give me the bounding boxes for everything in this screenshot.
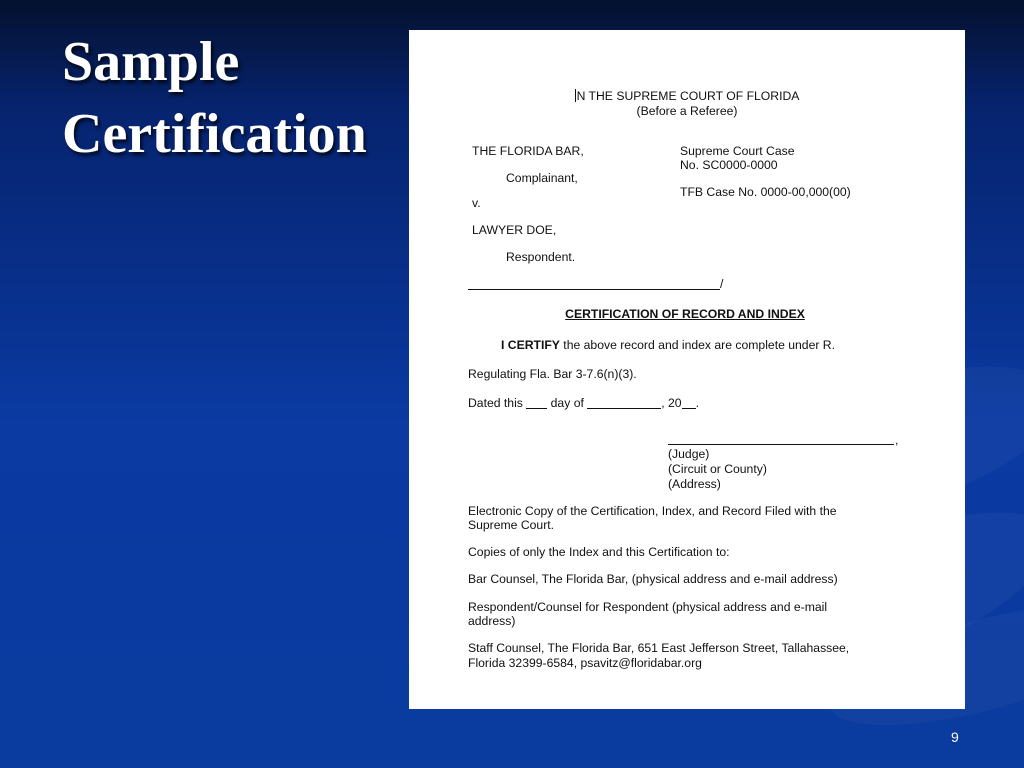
respondent-counsel-line2: address) [468, 614, 516, 628]
caption-underline [468, 289, 720, 290]
year-blank [682, 408, 696, 409]
dated-line [468, 396, 699, 411]
certification-document [409, 30, 965, 709]
respondent-role: Respondent. [506, 250, 576, 264]
slide-title-line: Certification [62, 103, 367, 165]
judge-label: (Judge) [668, 447, 710, 461]
judge-circuit: (Circuit or County) [668, 462, 767, 476]
electronic-copy-line2: Supreme Court. [468, 518, 555, 532]
dated-end: . [695, 396, 699, 410]
complainant-role: Complainant, [506, 171, 578, 185]
judge-signature-comma: , [895, 433, 899, 447]
bar-counsel: Bar Counsel, The Florida Bar, (physical address and e-mail address) [468, 572, 838, 586]
document-heading: CERTIFICATION OF RECORD AND INDEX [565, 307, 805, 321]
dated-day-suffix: day of [547, 396, 588, 410]
copies-to: Copies of only the Index and this Certification to: [468, 545, 730, 559]
staff-counsel-line1: Staff Counsel, The Florida Bar, 651 East Jefferson Street, Tallahassee, [468, 641, 850, 655]
day-blank [526, 408, 547, 409]
slide-title [62, 26, 367, 170]
caption-slash: / [720, 277, 724, 291]
judge-address: (Address) [668, 477, 721, 491]
certify-bold: I CERTIFY [501, 338, 560, 352]
dated-prefix: Dated this [468, 396, 527, 410]
staff-counsel-line2: Florida 32399-6584, psavitz@floridabar.org [468, 656, 702, 670]
case-number: No. SC0000-0000 [680, 158, 778, 172]
slide-title-line: Sample [62, 31, 240, 93]
month-blank [587, 408, 661, 409]
respondent-counsel-line1: Respondent/Counsel for Respondent (physical address and e-mail [468, 600, 828, 614]
certify-text: the above record and index are complete under R. [559, 338, 835, 352]
court-caption-text: N THE SUPREME COURT OF FLORIDA [576, 89, 800, 103]
electronic-copy-line1: Electronic Copy of the Certification, Index, and Record Filed with the [468, 504, 837, 518]
text-cursor [575, 89, 576, 102]
party-respondent: LAWYER DOE, [472, 223, 557, 237]
dated-year-prefix: , 20 [661, 396, 682, 410]
certify-rule: Regulating Fla. Bar 3-7.6(n)(3). [468, 367, 637, 381]
certify-statement [501, 338, 835, 353]
court-caption [409, 89, 965, 104]
court-subcaption: (Before a Referee) [636, 104, 738, 118]
versus-label: v. [472, 196, 481, 210]
case-number-label: Supreme Court Case [680, 144, 795, 158]
party-complainant: THE FLORIDA BAR, [472, 144, 584, 158]
judge-signature-line [668, 444, 894, 445]
tfb-case-number: TFB Case No. 0000-00,000(00) [680, 185, 851, 199]
slide-page-number: 9 [951, 729, 959, 745]
